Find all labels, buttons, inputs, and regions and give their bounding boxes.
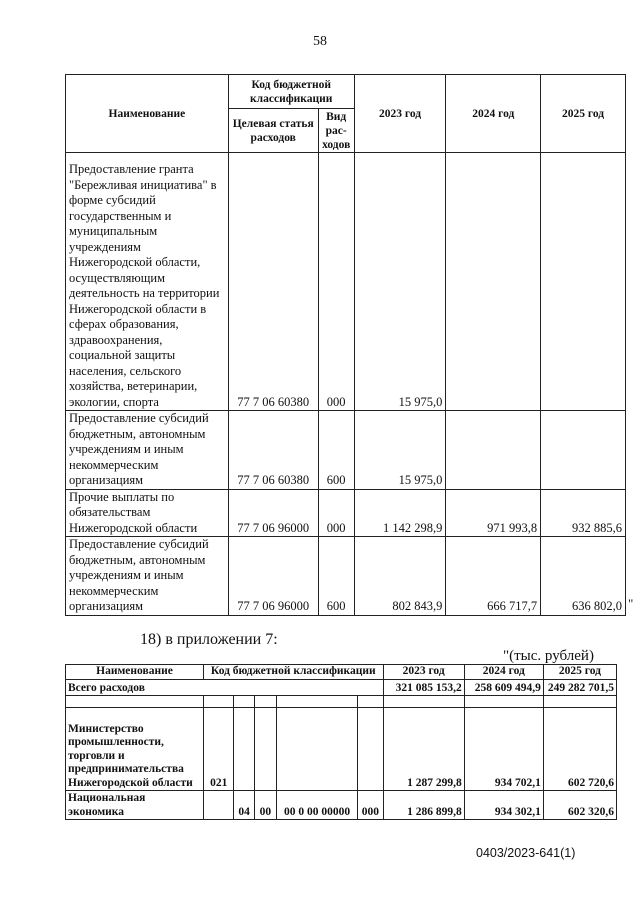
header-2024: 2024 год — [464, 665, 543, 680]
document-number: 0403/2023-641(1) — [476, 846, 576, 860]
row-expense-type: 000 — [358, 791, 383, 820]
row-target-article: 00 0 00 00000 — [277, 791, 358, 820]
header-2024: 2024 год — [446, 75, 541, 153]
header-name: Наименование — [66, 665, 204, 680]
row-expense-type: 000 — [318, 489, 354, 537]
header-2025: 2025 год — [543, 665, 616, 680]
row-2023: 15 975,0 — [354, 153, 446, 411]
row-2023: 1 142 298,9 — [354, 489, 446, 537]
row-subsection: 00 — [254, 791, 276, 820]
row-name: Предоставление гранта "Бережливая инициатива" в форме субсидий государственным и муниципальным учреждениям Нижегородской области, осуществляющим деятельность на территории Нижегородской области в сферах образования, здравоохранения, социальной защиты населения, сельского хозяйства, ветеринарии, экологии, спорта — [66, 153, 229, 411]
row-ministry-code — [204, 791, 234, 820]
row-2024 — [446, 153, 541, 411]
header-kbk: Код бюджетной классификации — [204, 665, 384, 680]
total-label: Всего расходов — [66, 680, 384, 696]
total-2024: 258 609 494,9 — [464, 680, 543, 696]
closing-quote: " — [628, 596, 634, 611]
row-name: Прочие выплаты по обязательствам Нижегородской области — [66, 489, 229, 537]
row-expense-type — [358, 708, 383, 791]
row-target-article: 77 7 06 96000 — [228, 489, 318, 537]
row-2025: 602 320,6 — [543, 791, 616, 820]
row-expense-type: 600 — [318, 537, 354, 616]
row-2024: 666 717,7 — [446, 537, 541, 616]
total-row — [66, 680, 617, 696]
header-2023: 2023 год — [383, 665, 464, 680]
row-expense-type: 000 — [318, 153, 354, 411]
row-target-article — [277, 708, 358, 791]
header-name: Наименование — [66, 75, 229, 153]
budget-table-appendix-7 — [65, 664, 617, 820]
header-2025: 2025 год — [541, 75, 626, 153]
row-2025: 602 720,6 — [543, 708, 616, 791]
row-name: Предоставление субсидий бюджетным, автономным учреждениям и иным некоммерческим организациям — [66, 411, 229, 490]
amendment-intro: 18) в приложении 7: — [140, 631, 278, 648]
row-2024: 934 702,1 — [464, 708, 543, 791]
budget-table-appendix — [65, 74, 626, 616]
row-expense-type: 600 — [318, 411, 354, 490]
row-2023: 15 975,0 — [354, 411, 446, 490]
row-2025: 932 885,6 — [541, 489, 626, 537]
header-kbk: Код бюджетной классификации — [228, 75, 354, 109]
spacer-row — [66, 696, 617, 708]
table-row — [66, 489, 626, 537]
row-subsection — [254, 708, 276, 791]
row-target-article: 77 7 06 60380 — [228, 411, 318, 490]
row-2025: 636 802,0 — [541, 537, 626, 616]
row-name: Министерство промышленности, торговли и предпринимательства Нижегородской области — [66, 708, 204, 791]
table-row — [66, 708, 617, 791]
header-2023: 2023 год — [354, 75, 446, 153]
row-2024: 971 993,8 — [446, 489, 541, 537]
row-name: Предоставление субсидий бюджетным, автономным учреждениям и иным некоммерческим организациям — [66, 537, 229, 616]
row-section — [234, 708, 254, 791]
row-name: Национальная экономика — [66, 791, 204, 820]
row-2025 — [541, 153, 626, 411]
header-target-article: Целевая статья расходов — [228, 109, 318, 153]
row-2023: 1 287 299,8 — [383, 708, 464, 791]
row-2024 — [446, 411, 541, 490]
row-target-article: 77 7 06 96000 — [228, 537, 318, 616]
unit-label: "(тыс. рублей) — [503, 648, 594, 664]
row-2023: 802 843,9 — [354, 537, 446, 616]
table-row — [66, 153, 626, 411]
total-2023: 321 085 153,2 — [383, 680, 464, 696]
table-row — [66, 791, 617, 820]
row-ministry-code: 021 — [204, 708, 234, 791]
row-2025 — [541, 411, 626, 490]
row-2023: 1 286 899,8 — [383, 791, 464, 820]
table-row — [66, 411, 626, 490]
page-number: 58 — [313, 34, 327, 49]
table-row — [66, 537, 626, 616]
row-section: 04 — [234, 791, 254, 820]
row-2024: 934 302,1 — [464, 791, 543, 820]
total-2025: 249 282 701,5 — [543, 680, 616, 696]
header-expense-type: Вид рас-ходов — [318, 109, 354, 153]
row-target-article: 77 7 06 60380 — [228, 153, 318, 411]
